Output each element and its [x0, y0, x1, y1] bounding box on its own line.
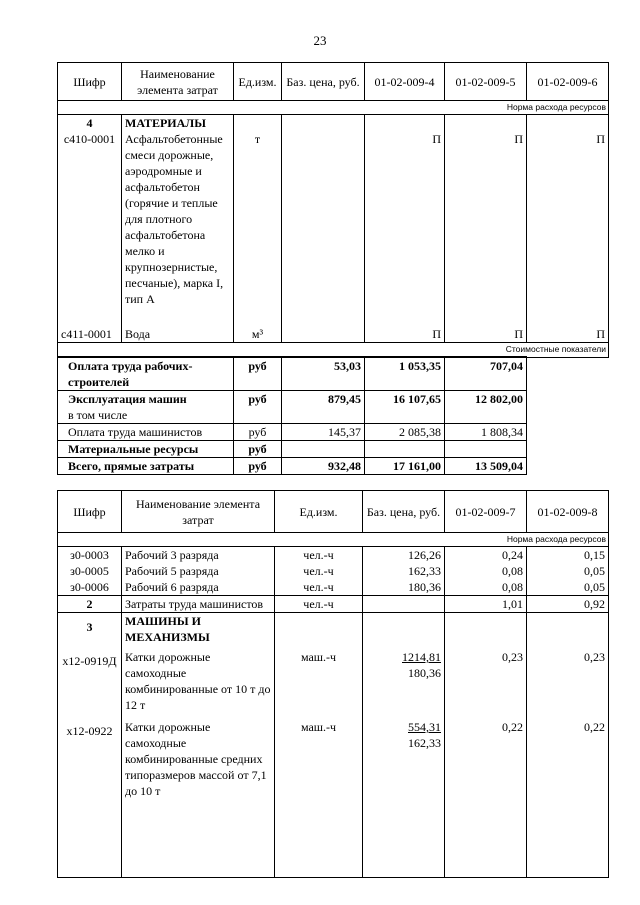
table-row — [122, 115, 234, 321]
norm-label: Норма расхода ресурсов — [58, 533, 609, 547]
header-code: Шифр — [58, 63, 122, 101]
machines-prices — [363, 613, 445, 878]
row-name: Вода — [122, 321, 234, 343]
row-code: с411-0001 — [58, 321, 122, 343]
total-value: 13 509,04 — [445, 458, 527, 475]
header-price: Баз. цена, руб. — [282, 63, 365, 101]
total-name: Материальные ресурсы — [58, 441, 234, 458]
table-row — [58, 115, 122, 321]
section-num: 3 — [86, 620, 93, 634]
row-code: з0-0003 — [58, 547, 122, 564]
header-name: Наименование элемента затрат — [122, 63, 234, 101]
header-col-4: 01-02-009-4 — [365, 63, 445, 101]
section-machines — [58, 613, 122, 878]
row-code: з0-0006 — [58, 579, 122, 596]
row-value: 0,05 — [527, 579, 609, 596]
total-unit: руб — [234, 441, 282, 458]
header-col-6: 01-02-009-6 — [527, 63, 609, 101]
total-value: 12 802,00 — [445, 391, 527, 424]
row-name: Рабочий 5 разряда — [122, 563, 275, 579]
row-value: П — [527, 321, 609, 343]
row-value: 0,24 — [445, 547, 527, 564]
row-unit: т — [234, 115, 282, 321]
row-price: 554,31 — [408, 720, 441, 734]
row-value: 0,23 — [584, 650, 605, 664]
section-title: МАТЕРИАЛЫ — [125, 116, 206, 130]
row-value: 0,22 — [584, 720, 605, 734]
machines-values-8 — [527, 613, 609, 878]
total-name: Оплата труда рабочих-строителей — [58, 357, 234, 391]
total-sub: в том числе — [68, 408, 128, 422]
row-value: 0,08 — [445, 579, 527, 596]
total-value: 707,04 — [445, 357, 527, 391]
row-code: с410-0001 — [63, 132, 116, 146]
total-unit: руб — [234, 391, 282, 424]
page-number: 23 — [313, 33, 327, 48]
machinists-name: Затраты труда машинистов — [122, 596, 275, 613]
total-value — [445, 441, 527, 458]
row-code: х12-0919Д — [62, 654, 117, 668]
total-value: 1 808,34 — [445, 424, 527, 441]
row-code: з0-0005 — [58, 563, 122, 579]
cost-label: Стоимостные показатели — [58, 343, 609, 358]
row-name: Катки дорожные самоходные комбинированные средних типоразмеров массой от 7,1 до 10 т — [125, 720, 267, 798]
header-col-8: 01-02-009-8 — [527, 491, 609, 533]
row-unit: маш.-ч — [300, 720, 337, 734]
row-value: 0,22 — [502, 720, 523, 734]
header-price: Баз. цена, руб. — [363, 491, 445, 533]
total-value: 17 161,00 — [365, 458, 445, 475]
machines-values-7 — [445, 613, 527, 878]
row-code: х12-0922 — [66, 724, 113, 738]
machinists-num: 2 — [58, 596, 122, 613]
machinists-unit: чел.-ч — [275, 596, 363, 613]
row-unit: чел.-ч — [275, 563, 363, 579]
row-price — [282, 321, 365, 343]
row-name: Рабочий 3 разряда — [122, 547, 275, 564]
row-name: Асфальтобетонные смеси дорожные, аэродромные и асфальтобетон (горячие и теплые для плотного асфальтобетона мелко и крупнозернистые, песчаные), марка I, тип А — [125, 132, 224, 306]
row-value: П — [445, 321, 527, 343]
total-value — [282, 441, 365, 458]
machinists-price — [363, 596, 445, 613]
row-value: 0,23 — [502, 650, 523, 664]
row-price: 1214,81 — [402, 650, 441, 664]
header-name: Наименование элемента затрат — [122, 491, 275, 533]
total-value: 932,48 — [282, 458, 365, 475]
total-name: Всего, прямые затраты — [58, 458, 234, 475]
header-code: Шифр — [58, 491, 122, 533]
row-value: П — [365, 115, 445, 321]
header-col-5: 01-02-009-5 — [445, 63, 527, 101]
total-unit: руб — [234, 424, 282, 441]
machinists-value: 1,01 — [445, 596, 527, 613]
total-value: 879,45 — [282, 391, 365, 424]
total-label: Эксплуатация машин — [68, 392, 187, 406]
total-value: 145,37 — [282, 424, 365, 441]
row-price: 180,36 — [363, 579, 445, 596]
norm-label: Норма расхода ресурсов — [58, 101, 609, 115]
row-value: П — [527, 115, 609, 321]
row-price-secondary: 162,33 — [408, 736, 441, 750]
total-value: 1 053,35 — [365, 357, 445, 391]
section-num: 4 — [86, 116, 93, 130]
row-value: 0,05 — [527, 563, 609, 579]
total-unit: руб — [234, 458, 282, 475]
total-name — [58, 391, 234, 424]
total-value — [365, 441, 445, 458]
row-value: П — [445, 115, 527, 321]
header-col-7: 01-02-009-7 — [445, 491, 527, 533]
row-unit: чел.-ч — [275, 579, 363, 596]
row-price — [282, 115, 365, 321]
total-unit: руб — [234, 357, 282, 391]
row-price: 126,26 — [363, 547, 445, 564]
header-unit: Ед.изм. — [234, 63, 282, 101]
section-machines-names — [122, 613, 275, 878]
resource-table-2 — [57, 490, 609, 878]
row-unit: чел.-ч — [275, 547, 363, 564]
row-unit: м³ — [234, 321, 282, 343]
resource-table-1 — [57, 62, 609, 475]
total-value: 53,03 — [282, 357, 365, 391]
row-name: Катки дорожные самоходные комбинированные от 10 т до 12 т — [125, 650, 271, 712]
row-value: 0,08 — [445, 563, 527, 579]
total-value: 2 085,38 — [365, 424, 445, 441]
total-name: Оплата труда машинистов — [58, 424, 234, 441]
row-value: 0,15 — [527, 547, 609, 564]
row-price-secondary: 180,36 — [408, 666, 441, 680]
machines-units — [275, 613, 363, 878]
section-title: МАШИНЫ И МЕХАНИЗМЫ — [125, 614, 210, 644]
row-value: П — [365, 321, 445, 343]
row-price: 162,33 — [363, 563, 445, 579]
row-unit: маш.-ч — [300, 650, 337, 664]
row-name: Рабочий 6 разряда — [122, 579, 275, 596]
total-value: 16 107,65 — [365, 391, 445, 424]
header-unit: Ед.изм. — [275, 491, 363, 533]
machinists-value: 0,92 — [527, 596, 609, 613]
